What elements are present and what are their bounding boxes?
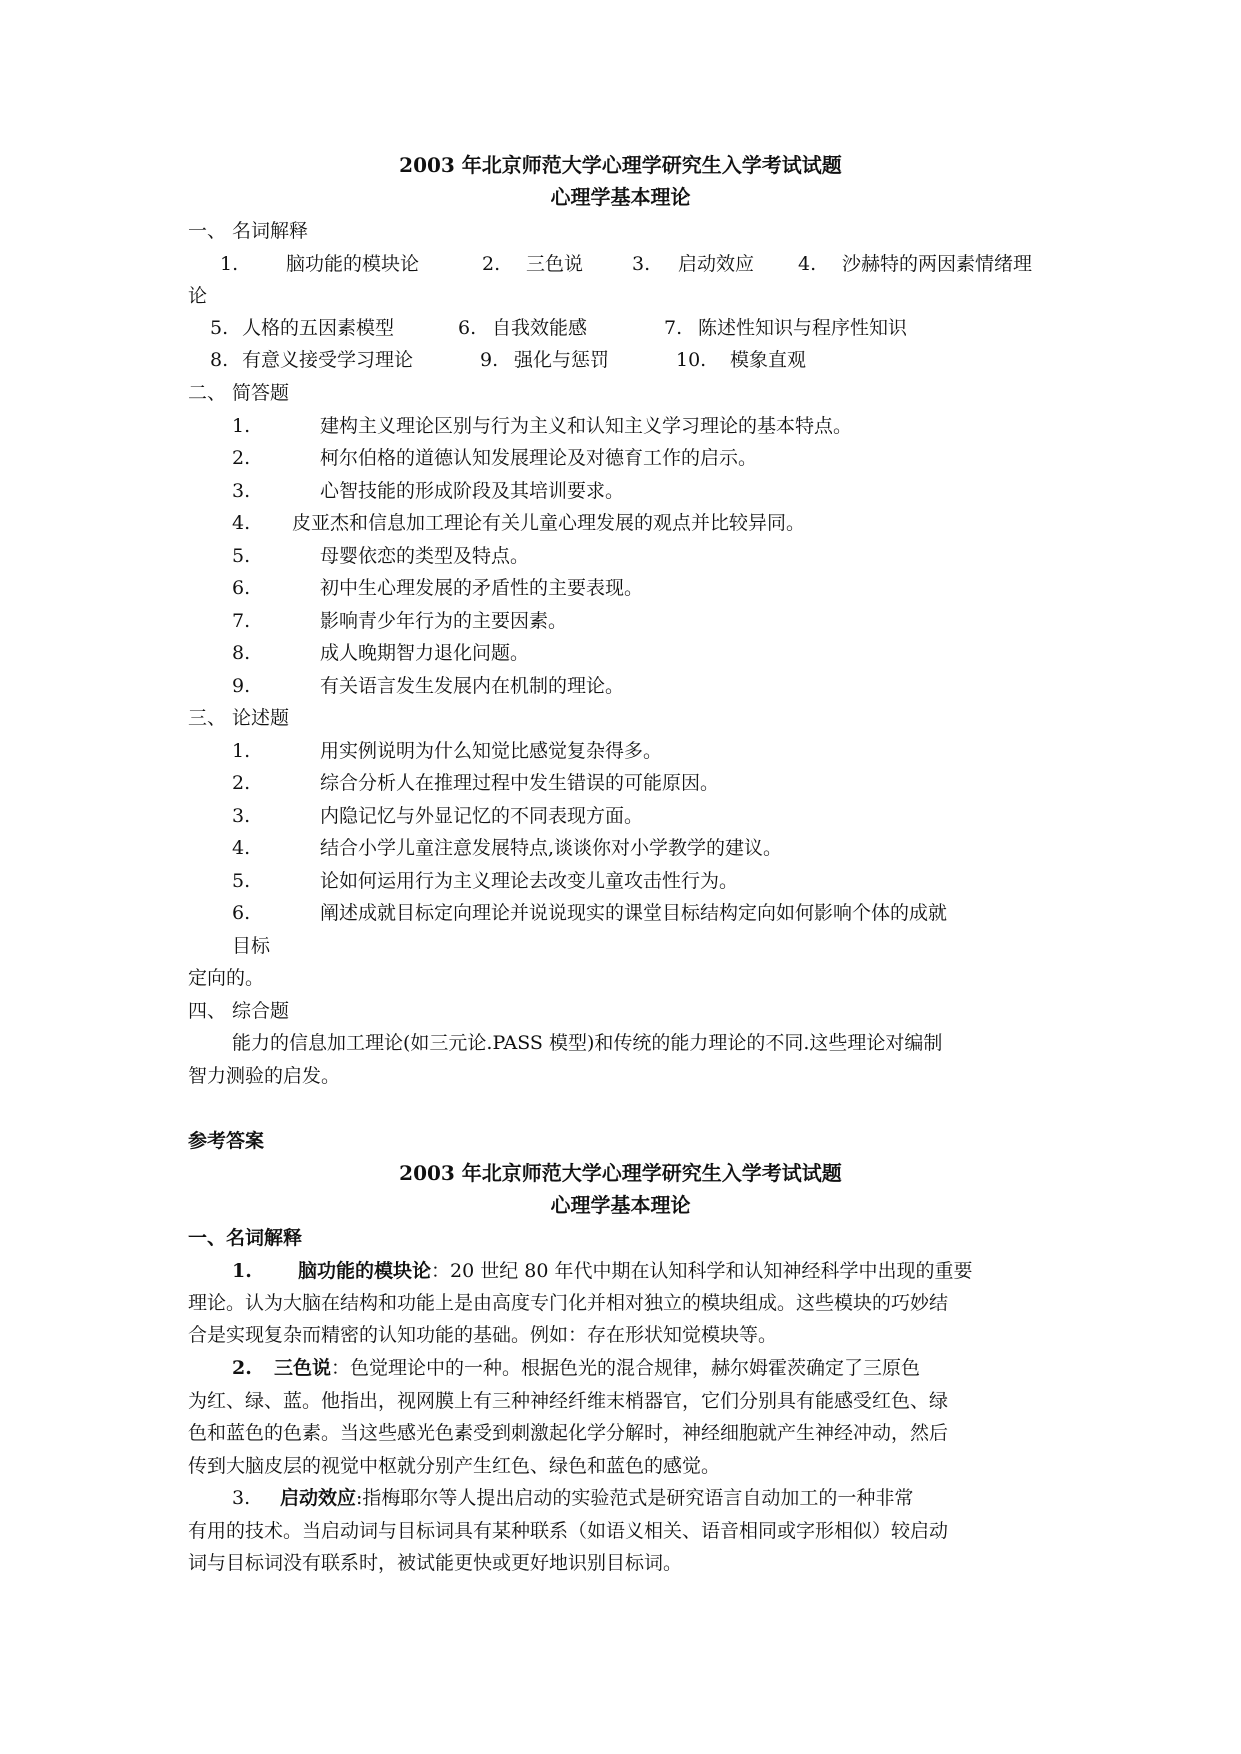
item-number: 7. (664, 317, 683, 339)
item-number: 3. (632, 253, 651, 275)
item-number: 5. (210, 317, 229, 339)
answers-title: 2003 年北京师范大学心理学研究生入学考试试题 (399, 1161, 842, 1185)
item-number: 1. (232, 415, 251, 437)
question-text: 初中生心理发展的矛盾性的主要表现。 (320, 577, 644, 599)
item-number: 6. (458, 317, 477, 339)
answer-text: 合是实现复杂而精密的认知功能的基础。例如：存在形状知觉模块等。 (188, 1324, 778, 1346)
answer-term: 启动效应 (280, 1487, 357, 1509)
item-number: 4. (232, 512, 251, 534)
answer-text: :指梅耶尔等人提出启动的实验范式是研究语言自动加工的一种非常 (356, 1487, 914, 1509)
item-number: 8. (232, 642, 251, 664)
question-continuation: 定向的。 (188, 967, 265, 989)
section-heading-comprehensive: 四、 综合题 (188, 1000, 290, 1022)
item-number: 3. (232, 480, 251, 502)
answers-subtitle: 心理学基本理论 (550, 1193, 691, 1217)
question-continuation: 目标 (232, 935, 271, 957)
answer-text: 理论。认为大脑在结构和功能上是由高度专门化并相对独立的模块组成。这些模块的巧妙结 (188, 1292, 949, 1314)
item-number: 2. (232, 1357, 252, 1379)
question-text: 论如何运用行为主义理论去改变儿童攻击性行为。 (320, 870, 739, 892)
question-text: 柯尔伯格的道德认知发展理论及对德育工作的启示。 (320, 447, 758, 469)
term-item: 沙赫特的两因素情绪理 (842, 253, 1033, 275)
term-item: 有意义接受学习理论 (242, 349, 414, 371)
question-text: 皮亚杰和信息加工理论有关儿童心理发展的观点并比较异同。 (292, 512, 806, 534)
item-number: 5. (232, 870, 251, 892)
term-item: 人格的五因素模型 (242, 317, 395, 339)
answer-term: 三色说 (274, 1357, 332, 1379)
question-text: 母婴依恋的类型及特点。 (320, 545, 530, 567)
term-item: 陈述性知识与程序性知识 (698, 317, 908, 339)
section-heading-essay: 三、 论述题 (188, 707, 290, 729)
item-number: 5. (232, 545, 251, 567)
item-number: 9. (480, 349, 499, 371)
term-item: 模象直观 (730, 349, 807, 371)
question-text: 成人晚期智力退化问题。 (320, 642, 530, 664)
answer-text: 为红、绿、蓝。他指出，视网膜上有三种神经纤维末梢器官，它们分别具有能感受红色、绿 (188, 1390, 949, 1412)
answer-text: 词与目标词没有联系时，被试能更快或更好地识别目标词。 (188, 1552, 683, 1574)
item-number: 9. (232, 675, 251, 697)
item-number: 4. (798, 253, 817, 275)
item-number: 7. (232, 610, 251, 632)
term-item: 三色说 (526, 253, 584, 275)
term-item: 启动效应 (678, 253, 755, 275)
answers-label: 参考答案 (188, 1130, 265, 1152)
answer-text: 有用的技术。当启动词与目标词具有某种联系（如语义相关、语音相同或字形相似）较启动 (188, 1520, 949, 1542)
item-number: 1. (220, 253, 239, 275)
item-number: 1. (232, 1260, 252, 1282)
term-item: 强化与惩罚 (514, 349, 610, 371)
item-number: 2. (482, 253, 501, 275)
answers-section-heading: 一、名词解释 (188, 1227, 303, 1249)
section-heading-terms: 一、 名词解释 (188, 220, 309, 242)
answer-text: ：色觉理论中的一种。根据色光的混合规律，赫尔姆霍茨确定了三原色 (331, 1357, 921, 1379)
question-text: 阐述成就目标定向理论并说说现实的课堂目标结构定向如何影响个体的成就 (320, 902, 948, 924)
question-text: 建构主义理论区别与行为主义和认知主义学习理论的基本特点。 (320, 415, 853, 437)
section-heading-short-answer: 二、 简答题 (188, 382, 290, 404)
question-text: 影响青少年行为的主要因素。 (320, 610, 568, 632)
answer-text: 传到大脑皮层的视觉中枢就分别产生红色、绿色和蓝色的感觉。 (188, 1455, 721, 1477)
item-number: 6. (232, 902, 251, 924)
item-number: 6. (232, 577, 251, 599)
term-continuation: 论 (188, 285, 208, 307)
exam-subtitle: 心理学基本理论 (550, 185, 691, 209)
answer-text: ：20 世纪 80 年代中期在认知科学和认知神经科学中出现的重要 (431, 1260, 973, 1282)
question-text: 综合分析人在推理过程中发生错误的可能原因。 (320, 772, 720, 794)
question-text: 结合小学儿童注意发展特点,谈谈你对小学教学的建议。 (320, 837, 783, 859)
term-item: 自我效能感 (492, 317, 588, 339)
answer-text: 色和蓝色的色素。当这些感光色素受到刺激起化学分解时，神经细胞就产生神经冲动，然后 (188, 1422, 949, 1444)
question-text: 有关语言发生发展内在机制的理论。 (320, 675, 625, 697)
exam-title: 2003 年北京师范大学心理学研究生入学考试试题 (399, 153, 842, 177)
item-number: 1. (232, 740, 251, 762)
answer-term: 脑功能的模块论 (298, 1260, 432, 1282)
item-number: 8. (210, 349, 229, 371)
question-text: 心智技能的形成阶段及其培训要求。 (320, 480, 625, 502)
item-number: 4. (232, 837, 251, 859)
term-item: 脑功能的模块论 (286, 253, 420, 275)
item-number: 10. (676, 349, 707, 371)
item-number: 2. (232, 772, 251, 794)
question-text: 内隐记忆与外显记忆的不同表现方面。 (320, 805, 644, 827)
item-number: 3. (232, 805, 251, 827)
comprehensive-question-line: 能力的信息加工理论(如三元论.PASS 模型)和传统的能力理论的不同.这些理论对编制 (232, 1032, 943, 1054)
item-number: 3. (232, 1487, 251, 1509)
item-number: 2. (232, 447, 251, 469)
comprehensive-question-line: 智力测验的启发。 (188, 1065, 341, 1087)
question-text: 用实例说明为什么知觉比感觉复杂得多。 (320, 740, 663, 762)
